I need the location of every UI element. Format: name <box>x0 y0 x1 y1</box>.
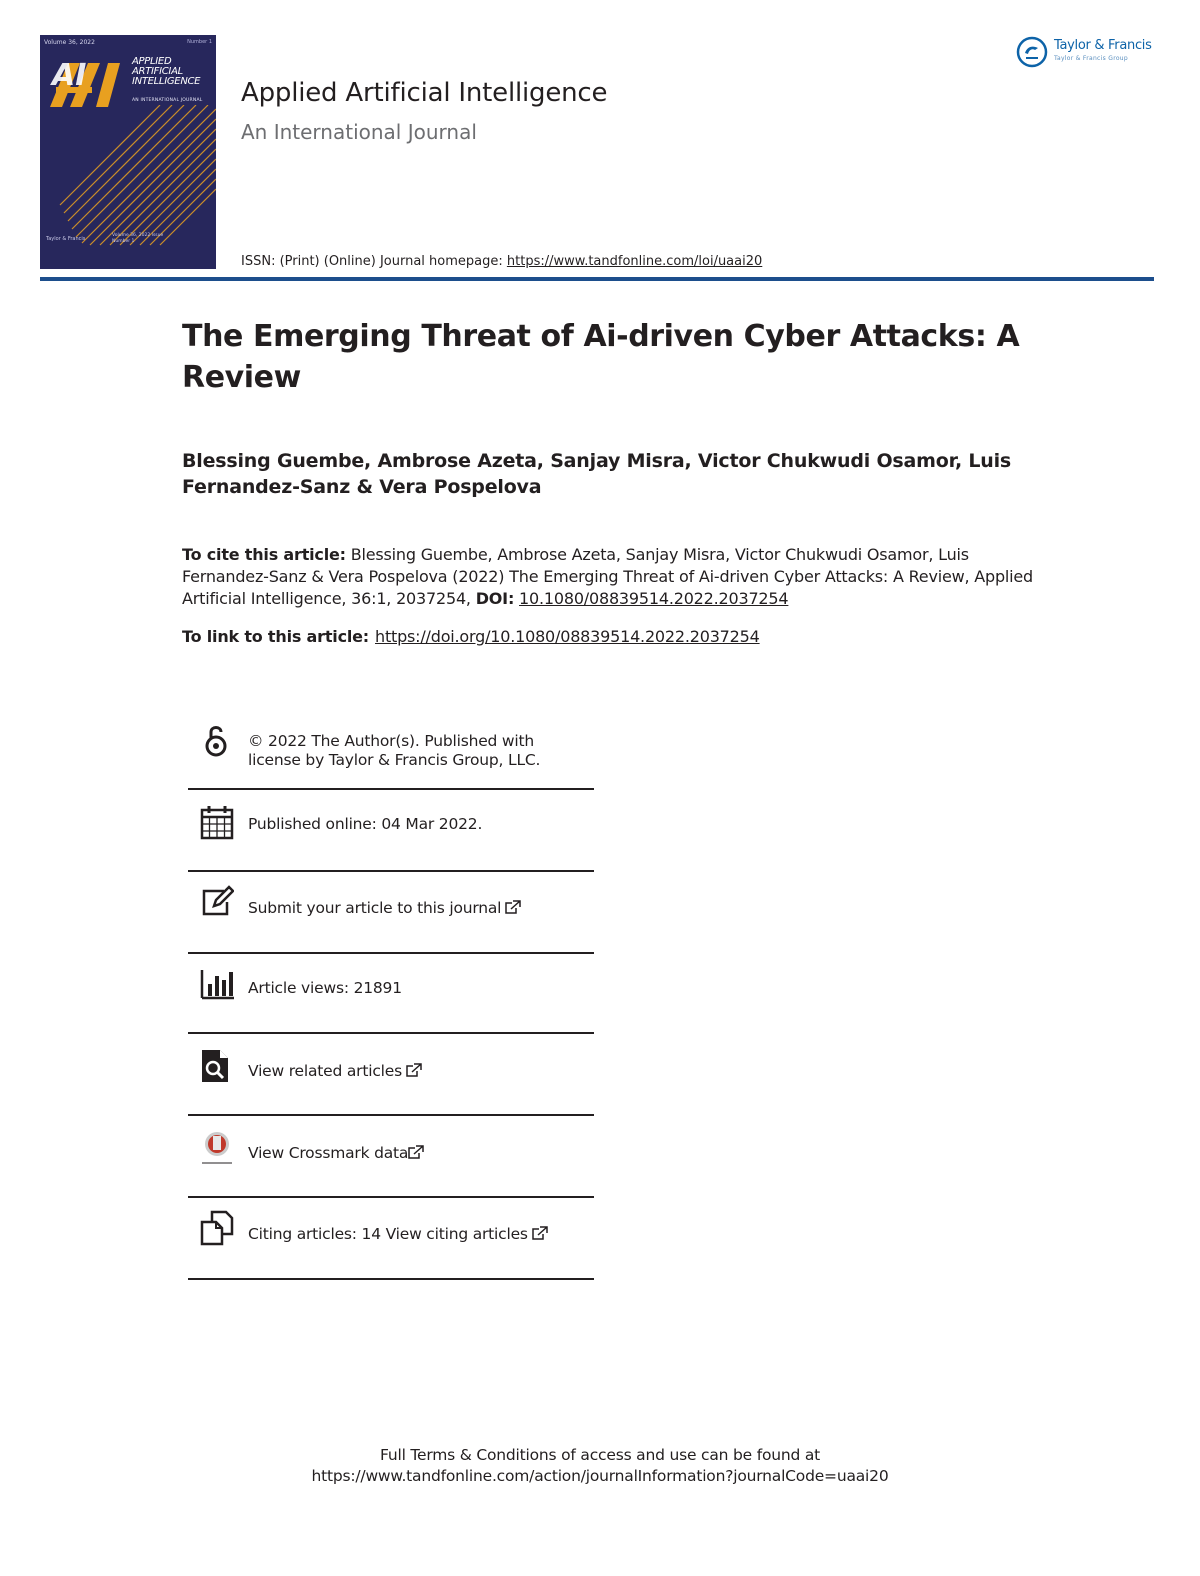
citing-articles-link[interactable] <box>248 1225 548 1244</box>
issn-prefix: ISSN: (Print) (Online) Journal homepage: <box>241 254 507 269</box>
issn-line <box>241 254 762 269</box>
doi-label: DOI: <box>475 589 515 608</box>
link-label: To link to this article: <box>182 627 369 646</box>
related-articles-link[interactable] <box>248 1062 422 1081</box>
article-info-panel <box>188 718 594 1280</box>
article-link-block <box>182 626 1042 648</box>
license-row <box>188 718 594 790</box>
submit-label: Submit your article to this journal <box>248 899 502 917</box>
published-date: Published online: 04 Mar 2022. <box>248 815 483 833</box>
doi-link[interactable]: 10.1080/08839514.2022.2037254 <box>519 589 789 608</box>
cover-number: Number 1 <box>187 39 212 45</box>
cover-title <box>132 57 200 87</box>
article-authors: Blessing Guembe, Ambrose Azeta, Sanjay Misra, Victor Chukwudi Osamor, Luis Fernandez-Sanz & Vera Pospelova <box>182 450 1012 498</box>
cover-title-line: ARTIFICIAL <box>132 66 183 77</box>
footer <box>0 1445 1200 1487</box>
external-link-icon <box>532 1226 548 1240</box>
cover-aai-logo <box>46 55 128 111</box>
external-link-icon <box>408 1145 424 1159</box>
cover-publisher: Taylor & Francis <box>46 236 86 242</box>
crossmark-label: View Crossmark data <box>248 1144 409 1162</box>
journal-subtitle: An International Journal <box>241 120 477 144</box>
search-document-icon <box>200 1048 234 1084</box>
header-divider <box>40 277 1154 281</box>
article-title: The Emerging Threat of Ai-driven Cyber Attacks: A Review <box>182 319 1020 395</box>
bar-chart-icon <box>200 966 234 1002</box>
citation-text: Blessing Guembe, Ambrose Azeta, Sanjay Misra, Victor Chukwudi Osamor, Luis Fernandez-Sanz & Vera Pospelova (2022) The Emerging Threat of Ai-driven Cyber Attacks: A Review, Applied Artificial Intelligence, 36:1, 2037254, <box>182 545 1034 608</box>
citing-documents-icon <box>200 1210 234 1246</box>
cover-subtitle: AN INTERNATIONAL JOURNAL <box>132 98 203 103</box>
citing-label: Citing articles: 14 View citing articles <box>248 1225 528 1243</box>
external-link-icon <box>505 900 521 914</box>
calendar-icon <box>200 804 234 840</box>
footer-terms-url[interactable]: https://www.tandfonline.com/action/journalInformation?journalCode=uaai20 <box>311 1467 889 1485</box>
related-label: View related articles <box>248 1062 402 1080</box>
license-text: © 2022 The Author(s). Published with license by Taylor & Francis Group, LLC. <box>248 732 541 769</box>
citation-block <box>182 544 1042 610</box>
citing-row[interactable] <box>188 1198 594 1280</box>
cover-issue-line: Number 1 <box>112 239 135 244</box>
journal-cover-image <box>40 35 216 269</box>
submit-row[interactable] <box>188 872 594 954</box>
article-doi-url[interactable]: https://doi.org/10.1080/08839514.2022.2037254 <box>375 627 760 646</box>
taylor-francis-logo[interactable] <box>1016 36 1156 70</box>
footer-terms: Full Terms & Conditions of access and use can be found at <box>379 1446 821 1464</box>
cover-issue-info <box>112 233 163 245</box>
crossmark-icon <box>200 1130 234 1166</box>
views-row <box>188 954 594 1034</box>
tf-globe-icon <box>1016 36 1048 68</box>
journal-title: Applied Artificial Intelligence <box>241 78 608 108</box>
related-row[interactable] <box>188 1034 594 1116</box>
cover-title-line: APPLIED <box>132 56 172 67</box>
cover-title-line: INTELLIGENCE <box>132 76 201 87</box>
open-access-icon <box>200 722 234 758</box>
svg-text:AI: AI <box>52 58 87 93</box>
cover-issue-line: Volume 36, 2022 Issue <box>112 233 164 238</box>
crossmark-row[interactable] <box>188 1116 594 1198</box>
tf-group: Taylor & Francis Group <box>1054 55 1129 62</box>
journal-homepage-link[interactable]: https://www.tandfonline.com/loi/uaai20 <box>506 254 763 269</box>
article-views: Article views: 21891 <box>248 979 402 997</box>
edit-icon <box>200 884 234 920</box>
citation-label: To cite this article: <box>182 545 346 564</box>
published-row <box>188 790 594 872</box>
cover-volume: Volume 36, 2022 <box>44 39 95 46</box>
tf-name: Taylor & Francis <box>1054 38 1152 53</box>
crossmark-link[interactable] <box>248 1144 424 1163</box>
submit-article-link[interactable] <box>248 899 521 918</box>
external-link-icon <box>406 1063 422 1077</box>
